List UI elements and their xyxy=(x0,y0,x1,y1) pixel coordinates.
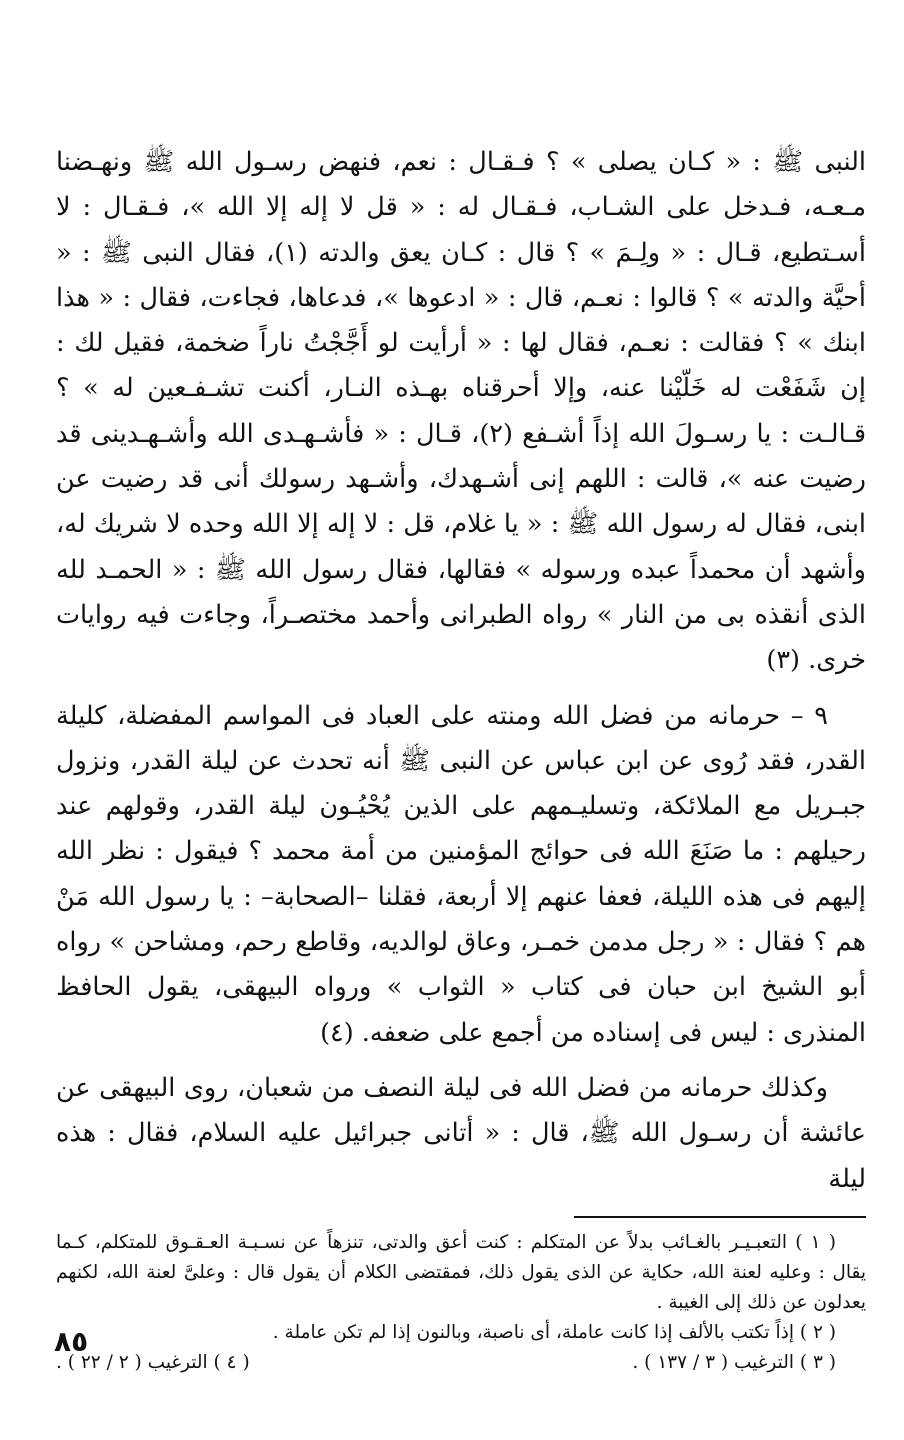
page-number: ٨٥ xyxy=(54,1325,89,1358)
footnote-4: ( ٤ ) الترغيب ( ٢ / ٢٢ ) . xyxy=(56,1351,250,1373)
footnote-1: ( ١ ) التعبـيـر بالغـائب بدلاً عن المتكلم : كنت أعق والدتى، تنزهاً عن نسـبـة العـقـوق للمتكلم، كـما يقال : وعليه لعنة الله، حكاية عن الذى يقول ذلك، فمقتضى الكلام أن يقول قال : وعلىَّ لعنة الله، لكنهم يعدلون عن ذلك إلى الغيبة . xyxy=(56,1231,866,1313)
footnote-row-3-4 xyxy=(56,1348,866,1378)
footnote-2: ( ٢ ) إذاً تكتب بالألف إذا كانت عاملة، أى ناصبة، وبالنون إذا لم تكن عاملة . xyxy=(272,1321,836,1343)
footnotes xyxy=(56,1228,866,1378)
main-text xyxy=(56,140,866,1202)
paragraph-hadith-continuation: النبى ﷺ : « كـان يصلى » ؟ فـقـال : نعم، فنهض رسـول الله ﷺ ونهـضنا مـعـه، فـدخل على الشـاب، فـقـال له : « قل لا إله إلا الله »، فـقـال : لا أسـتطيع، قـال : « ولِـمَ » ؟ قال : كـان يعق والدته (١)، فقال النبى ﷺ : « أحيَّة والدته » ؟ قالوا : نعـم، قال : « ادعوها »، فدعاها، فجاءت، فقال : « هذا ابنك » ؟ فقالت : نعـم، فقال لها : « أرأيت لو أَجَّجْتُ ناراً ضخمة، فقيل لك : إن شَفَعْت له خَلّيْنا عنه، وإلا أحرقناه بهـذه النـار، أكنت تشـفـعين له » ؟ قـالـت : يا رسـولَ الله إذاً أشـفع (٢)، قـال : « فأشـهـدى الله وأشـهـدينى قد رضيت عنه »، قالت : اللهم إنى أشـهدك، وأشـهد رسولك أنى قد رضيت عن ابنى، فقال له رسول الله ﷺ : « يا غلام، قل : لا إله إلا الله وحده لا شريك له، وأشهد أن محمداً عبده ورسوله » فقالها، فقال رسول الله ﷺ : « الحمـد لله الذى أنقذه بى من النار » رواه الطبرانى وأحمد مختصـراً، وجاءت فيه روايات خرى. (٣) xyxy=(56,147,867,676)
footnote-3: ( ٣ ) الترغيب ( ٣ / ١٣٧ ) . xyxy=(632,1351,836,1373)
footnote-divider xyxy=(574,1216,866,1218)
page-content xyxy=(56,140,866,1378)
paragraph-mid-shaban: وكذلك حرمانه من فضل الله فى ليلة النصف من شعبان، روى البيهقى عن عائشة أن رسـول الله ﷺ، قال : « أتانى جبرائيل عليه السلام، فقال : هذه ليلة xyxy=(56,1072,866,1194)
paragraph-point-9: ٩ – حرمانه من فضل الله ومنته على العباد فى المواسم المفضلة، كليلة القدر، فقد رُوى عن ابن عباس عن النبى ﷺ أنه تحدث عن ليلة القدر، ونزول جبـريل مع الملائكة، وتسليـمهم على الذين يُحْيُـون ليلة القدر، وقولهم عند رحيلهم : ما صَنَعَ الله فى حوائج المؤمنين من أمة محمد ؟ فيقول : نظر الله إليهم فى هذه الليلة، فعفا عنهم إلا أربعة، فقلنا –الصحابة– : يا رسول الله مَنْ هم ؟ فقال : « رجل مدمن خمـر، وعاق لوالديه، وقاطع رحم، ومشاحن » رواه أبو الشيخ ابن حبان فى كتاب « الثواب » ورواه البيهقى، يقول الحافظ المنذرى : ليس فى إسناده من أجمع على ضعفه. (٤) xyxy=(56,700,866,1048)
